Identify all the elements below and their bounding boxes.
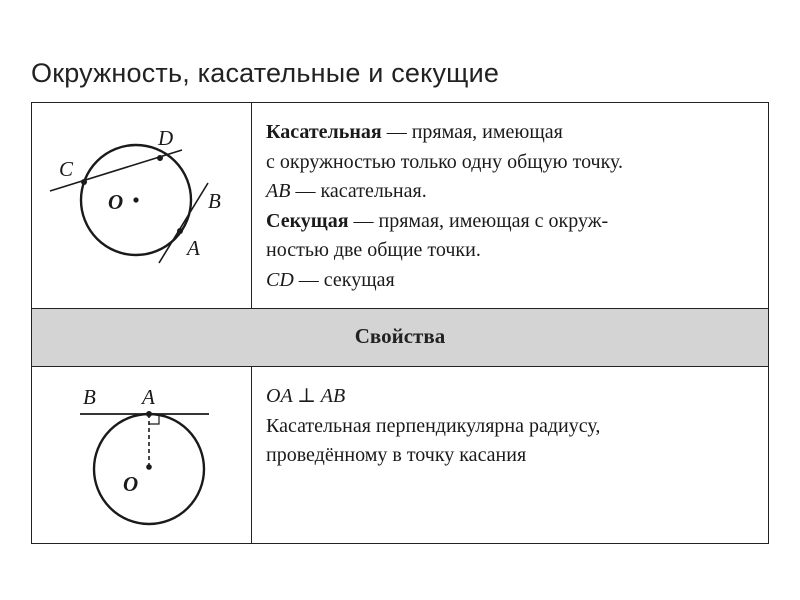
- property-text-line-1: Касательная перпендикулярна радиусу,: [266, 414, 601, 437]
- reference-table: [31, 102, 769, 544]
- label-o: O: [123, 472, 139, 496]
- secant-definition-line-1: [266, 207, 623, 237]
- property-text-line-2: проведённому в точку касания: [266, 444, 527, 466]
- secant-definition-line-2: ностью две общие точки.: [266, 239, 481, 261]
- tangent-definition-line-1: [266, 118, 623, 148]
- properties-row: [32, 367, 768, 543]
- point-o: [133, 197, 138, 202]
- tangent-radius-diagram: [32, 367, 251, 542]
- definitions-row: [32, 103, 768, 309]
- page-title: Окружность, касательные и секущие: [31, 58, 500, 88]
- point-d: [157, 155, 163, 161]
- tangent-definition-part-1: — прямая, имеющая: [381, 121, 563, 143]
- label-c: C: [59, 157, 74, 181]
- property-formula: OA ⊥ AB: [266, 385, 346, 407]
- definitions-text: [266, 118, 623, 295]
- label-a: A: [187, 236, 200, 260]
- secant-term: Секущая: [266, 209, 349, 232]
- label-o: O: [108, 190, 124, 214]
- point-c: [81, 179, 87, 185]
- label-b: B: [83, 385, 96, 409]
- secant-example-text: — секущая: [293, 268, 395, 291]
- point-o: [146, 464, 152, 470]
- properties-header-row: [32, 309, 768, 367]
- column-divider: [251, 103, 252, 308]
- tangent-line-ab: [159, 183, 208, 263]
- secant-example-line: [266, 266, 623, 296]
- label-a: A: [142, 385, 155, 409]
- label-b: B: [208, 189, 221, 213]
- label-d: D: [158, 126, 174, 150]
- tangent-definition-line-2: с окружностью только одну общую точку.: [266, 150, 624, 173]
- tangent-example-segment: AB: [266, 180, 291, 202]
- column-divider: [251, 367, 252, 543]
- point-a: [177, 228, 183, 234]
- point-a: [146, 411, 152, 417]
- tangent-secant-diagram: [32, 103, 251, 308]
- properties-header: Свойства: [354, 324, 446, 348]
- tangent-term: Касательная: [266, 121, 382, 143]
- tangent-example-text: — касательная.: [290, 180, 427, 202]
- tangent-example-line: [266, 177, 623, 207]
- secant-definition-part-1: — прямая, имеющая с окруж-: [348, 209, 609, 232]
- property-text: [266, 382, 600, 471]
- secant-example-segment: CD: [266, 268, 294, 291]
